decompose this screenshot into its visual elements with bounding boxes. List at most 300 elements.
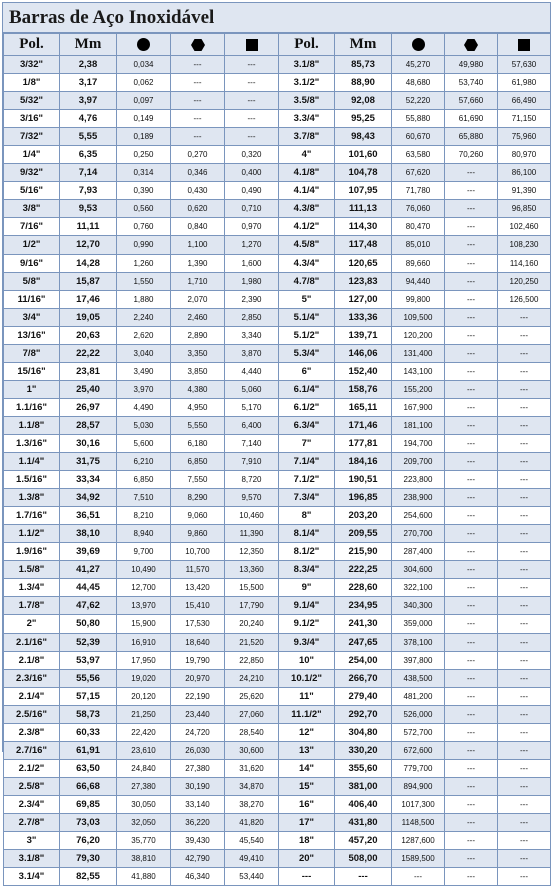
cell-round-left: 1,550 [117, 272, 171, 290]
cell-square-right: --- [498, 362, 551, 380]
cell-hex-right: --- [445, 218, 498, 236]
cell-mm-left: 30,16 [60, 434, 117, 452]
table-row [4, 380, 551, 398]
cell-square-right: 102,460 [498, 218, 551, 236]
cell-mm-left: 34,92 [60, 489, 117, 507]
table-row [4, 525, 551, 543]
cell-mm-left: 44,45 [60, 579, 117, 597]
cell-round-right: 76,060 [392, 200, 445, 218]
cell-pol-left: 2.1/16" [4, 633, 60, 651]
cell-round-right: 60,670 [392, 128, 445, 146]
cell-mm-left: 73,03 [60, 813, 117, 831]
cell-round-left: 22,420 [117, 723, 171, 741]
cell-square-left: 0,490 [225, 182, 279, 200]
cell-hex-left: 10,700 [171, 543, 225, 561]
cell-square-left: 1,980 [225, 272, 279, 290]
cell-hex-right: --- [445, 850, 498, 868]
cell-pol-left: 1.5/16" [4, 471, 60, 489]
cell-round-right: --- [392, 868, 445, 886]
cell-hex-right: --- [445, 362, 498, 380]
cell-mm-right: 279,40 [335, 687, 392, 705]
table-row [4, 705, 551, 723]
cell-pol-right: 14" [279, 759, 335, 777]
cell-square-left: 7,140 [225, 434, 279, 452]
cell-hex-right: --- [445, 741, 498, 759]
cell-hex-left: --- [171, 128, 225, 146]
cell-hex-left: 7,550 [171, 471, 225, 489]
cell-round-left: 0,314 [117, 164, 171, 182]
header-mm-left: Mm [60, 34, 117, 56]
cell-hex-right: --- [445, 813, 498, 831]
cell-round-left: 5,600 [117, 434, 171, 452]
cell-mm-left: 12,70 [60, 236, 117, 254]
cell-square-right: --- [498, 380, 551, 398]
cell-round-right: 181,100 [392, 416, 445, 434]
cell-mm-right: 104,78 [335, 164, 392, 182]
cell-pol-right: 4.7/8" [279, 272, 335, 290]
cell-pol-right: 4.1/2" [279, 218, 335, 236]
cell-square-left: --- [225, 92, 279, 110]
table-row [4, 308, 551, 326]
cell-hex-left: 2,070 [171, 290, 225, 308]
cell-mm-right: 247,65 [335, 633, 392, 651]
cell-square-left: 11,390 [225, 525, 279, 543]
cell-hex-left: 11,570 [171, 561, 225, 579]
cell-mm-right: 107,95 [335, 182, 392, 200]
cell-square-left: 7,910 [225, 453, 279, 471]
cell-round-right: 143,100 [392, 362, 445, 380]
cell-mm-right: 406,40 [335, 795, 392, 813]
table-title: Barras de Aço Inoxidável [3, 3, 550, 33]
cell-mm-right: 266,70 [335, 669, 392, 687]
header-square-right [498, 34, 551, 56]
cell-square-right: --- [498, 453, 551, 471]
cell-round-right: 270,700 [392, 525, 445, 543]
cell-hex-right: --- [445, 633, 498, 651]
cell-square-left: 34,870 [225, 777, 279, 795]
cell-square-left: 27,060 [225, 705, 279, 723]
cell-round-left: 0,097 [117, 92, 171, 110]
cell-pol-right: 9.1/2" [279, 615, 335, 633]
header-round-left [117, 34, 171, 56]
cell-pol-right: 15" [279, 777, 335, 795]
cell-hex-left: 19,790 [171, 651, 225, 669]
cell-mm-left: 31,75 [60, 453, 117, 471]
cell-pol-right: 4.1/8" [279, 164, 335, 182]
table-row [4, 850, 551, 868]
cell-hex-left: 0,430 [171, 182, 225, 200]
cell-square-left: --- [225, 74, 279, 92]
cell-pol-right: 11" [279, 687, 335, 705]
cell-pol-right: 9.3/4" [279, 633, 335, 651]
cell-round-left: 19,020 [117, 669, 171, 687]
cell-round-right: 209,700 [392, 453, 445, 471]
cell-hex-left: --- [171, 56, 225, 74]
cell-square-right: --- [498, 308, 551, 326]
cell-square-right: --- [498, 597, 551, 615]
table-body [4, 56, 551, 886]
cell-hex-right: --- [445, 380, 498, 398]
table-row [4, 453, 551, 471]
cell-hex-right: --- [445, 543, 498, 561]
cell-square-right: 86,100 [498, 164, 551, 182]
cell-mm-left: 55,56 [60, 669, 117, 687]
header-pol-left: Pol. [4, 34, 60, 56]
cell-square-left: 30,600 [225, 741, 279, 759]
cell-mm-right: 114,30 [335, 218, 392, 236]
cell-mm-left: 38,10 [60, 525, 117, 543]
cell-mm-right: 95,25 [335, 110, 392, 128]
cell-pol-right: 5" [279, 290, 335, 308]
cell-round-right: 63,580 [392, 146, 445, 164]
cell-round-left: 6,850 [117, 471, 171, 489]
cell-pol-left: 11/16" [4, 290, 60, 308]
table-row [4, 362, 551, 380]
cell-square-left: 0,400 [225, 164, 279, 182]
cell-hex-right: --- [445, 236, 498, 254]
cell-round-right: 67,620 [392, 164, 445, 182]
cell-square-left: 31,620 [225, 759, 279, 777]
table-row [4, 434, 551, 452]
cell-pol-right: 4.3/8" [279, 200, 335, 218]
cell-mm-left: 33,34 [60, 471, 117, 489]
table-row [4, 74, 551, 92]
cell-square-left: 9,570 [225, 489, 279, 507]
header-hex-left [171, 34, 225, 56]
cell-mm-left: 39,69 [60, 543, 117, 561]
table-row [4, 579, 551, 597]
cell-hex-right: 49,980 [445, 56, 498, 74]
cell-square-left: 13,360 [225, 561, 279, 579]
cell-hex-left: 3,350 [171, 344, 225, 362]
cell-hex-left: 9,060 [171, 507, 225, 525]
cell-square-right: --- [498, 832, 551, 850]
cell-square-right: --- [498, 561, 551, 579]
cell-square-right: 66,490 [498, 92, 551, 110]
cell-pol-left: 2.3/8" [4, 723, 60, 741]
cell-round-right: 99,800 [392, 290, 445, 308]
table-row [4, 272, 551, 290]
cell-round-left: 0,250 [117, 146, 171, 164]
cell-hex-left: 42,790 [171, 850, 225, 868]
cell-square-right: 71,150 [498, 110, 551, 128]
cell-square-right: --- [498, 850, 551, 868]
cell-mm-right: 222,25 [335, 561, 392, 579]
table-row [4, 326, 551, 344]
cell-round-left: 21,250 [117, 705, 171, 723]
table-row [4, 813, 551, 831]
cell-hex-left: 30,190 [171, 777, 225, 795]
cell-hex-right: --- [445, 489, 498, 507]
table-row [4, 164, 551, 182]
cell-hex-right: 70,260 [445, 146, 498, 164]
cell-round-right: 223,800 [392, 471, 445, 489]
cell-square-left: 49,410 [225, 850, 279, 868]
table-row [4, 218, 551, 236]
cell-pol-right: 7.1/4" [279, 453, 335, 471]
cell-hex-right: --- [445, 723, 498, 741]
cell-round-right: 194,700 [392, 434, 445, 452]
cell-mm-left: 20,63 [60, 326, 117, 344]
cell-round-right: 304,600 [392, 561, 445, 579]
cell-round-left: 16,910 [117, 633, 171, 651]
cell-pol-left: 1.3/4" [4, 579, 60, 597]
cell-square-left: 28,540 [225, 723, 279, 741]
cell-round-right: 359,000 [392, 615, 445, 633]
cell-hex-right: --- [445, 434, 498, 452]
cell-hex-right: --- [445, 615, 498, 633]
cell-square-right: --- [498, 705, 551, 723]
cell-hex-left: 6,180 [171, 434, 225, 452]
cell-square-left: --- [225, 128, 279, 146]
cell-hex-right: --- [445, 561, 498, 579]
cell-mm-right: 177,81 [335, 434, 392, 452]
cell-hex-left: 4,950 [171, 398, 225, 416]
table-row [4, 633, 551, 651]
cell-square-right: --- [498, 813, 551, 831]
cell-hex-right: 65,880 [445, 128, 498, 146]
cell-mm-left: 41,27 [60, 561, 117, 579]
cell-round-right: 397,800 [392, 651, 445, 669]
cell-round-left: 23,610 [117, 741, 171, 759]
cell-pol-left: 2.5/16" [4, 705, 60, 723]
cell-hex-left: 18,640 [171, 633, 225, 651]
cell-mm-left: 63,50 [60, 759, 117, 777]
cell-hex-left: 1,710 [171, 272, 225, 290]
header-row [4, 34, 551, 56]
table-row [4, 868, 551, 886]
cell-hex-right: --- [445, 200, 498, 218]
cell-round-left: 41,880 [117, 868, 171, 886]
cell-pol-left: 1.1/2" [4, 525, 60, 543]
cell-hex-left: --- [171, 74, 225, 92]
cell-hex-right: --- [445, 687, 498, 705]
cell-square-left: 20,240 [225, 615, 279, 633]
cell-round-left: 0,149 [117, 110, 171, 128]
cell-hex-right: --- [445, 290, 498, 308]
hex-bar-icon [191, 38, 205, 52]
cell-pol-left: 1/8" [4, 74, 60, 92]
cell-mm-left: 15,87 [60, 272, 117, 290]
cell-hex-left: 2,890 [171, 326, 225, 344]
cell-square-right: 75,960 [498, 128, 551, 146]
cell-mm-right: 196,85 [335, 489, 392, 507]
cell-square-left: 45,540 [225, 832, 279, 850]
cell-hex-right: --- [445, 597, 498, 615]
cell-hex-right: --- [445, 326, 498, 344]
cell-hex-right: --- [445, 344, 498, 362]
cell-round-left: 15,900 [117, 615, 171, 633]
cell-mm-left: 23,81 [60, 362, 117, 380]
cell-square-left: 53,440 [225, 868, 279, 886]
cell-pol-right: 3.5/8" [279, 92, 335, 110]
cell-pol-left: 9/32" [4, 164, 60, 182]
cell-mm-right: 190,51 [335, 471, 392, 489]
cell-round-right: 120,200 [392, 326, 445, 344]
cell-hex-right: --- [445, 669, 498, 687]
cell-pol-left: 1/4" [4, 146, 60, 164]
cell-mm-left: 3,17 [60, 74, 117, 92]
cell-round-left: 8,210 [117, 507, 171, 525]
cell-pol-left: 2.1/4" [4, 687, 60, 705]
cell-mm-right: 330,20 [335, 741, 392, 759]
cell-round-right: 1017,300 [392, 795, 445, 813]
cell-pol-left: 2.7/16" [4, 741, 60, 759]
cell-hex-right: --- [445, 507, 498, 525]
cell-hex-left: 17,530 [171, 615, 225, 633]
cell-square-right: --- [498, 525, 551, 543]
cell-mm-left: 26,97 [60, 398, 117, 416]
cell-round-left: 3,970 [117, 380, 171, 398]
cell-mm-right: 120,65 [335, 254, 392, 272]
cell-square-left: 2,390 [225, 290, 279, 308]
cell-mm-right: 133,36 [335, 308, 392, 326]
cell-round-right: 894,900 [392, 777, 445, 795]
cell-mm-left: 52,39 [60, 633, 117, 651]
cell-square-right: --- [498, 868, 551, 886]
cell-mm-left: 7,14 [60, 164, 117, 182]
cell-round-right: 672,600 [392, 741, 445, 759]
cell-pol-left: 15/16" [4, 362, 60, 380]
cell-pol-left: 7/8" [4, 344, 60, 362]
cell-mm-right: 241,30 [335, 615, 392, 633]
cell-square-left: 25,620 [225, 687, 279, 705]
cell-hex-right: 53,740 [445, 74, 498, 92]
cell-hex-left: 0,346 [171, 164, 225, 182]
cell-pol-left: 1/2" [4, 236, 60, 254]
cell-hex-left: --- [171, 110, 225, 128]
cell-pol-left: 2" [4, 615, 60, 633]
cell-mm-left: 47,62 [60, 597, 117, 615]
cell-round-left: 4,490 [117, 398, 171, 416]
cell-round-right: 80,470 [392, 218, 445, 236]
cell-round-right: 89,660 [392, 254, 445, 272]
cell-hex-right: --- [445, 453, 498, 471]
round-bar-icon [412, 38, 425, 51]
cell-hex-left: 39,430 [171, 832, 225, 850]
cell-square-left: 5,170 [225, 398, 279, 416]
cell-round-left: 17,950 [117, 651, 171, 669]
cell-hex-right: --- [445, 795, 498, 813]
cell-pol-left: 1.9/16" [4, 543, 60, 561]
cell-hex-right: --- [445, 868, 498, 886]
cell-round-right: 572,700 [392, 723, 445, 741]
table-row [4, 200, 551, 218]
cell-pol-left: 5/32" [4, 92, 60, 110]
cell-hex-right: 61,690 [445, 110, 498, 128]
cell-square-right: --- [498, 543, 551, 561]
cell-mm-left: 3,97 [60, 92, 117, 110]
cell-pol-right: 6.1/4" [279, 380, 335, 398]
cell-round-left: 3,040 [117, 344, 171, 362]
cell-hex-left: 36,220 [171, 813, 225, 831]
cell-pol-left: 3" [4, 832, 60, 850]
cell-round-left: 0,560 [117, 200, 171, 218]
cell-round-left: 1,260 [117, 254, 171, 272]
cell-square-right: --- [498, 471, 551, 489]
cell-pol-right: 6.1/2" [279, 398, 335, 416]
cell-square-right: 96,850 [498, 200, 551, 218]
cell-mm-right: 101,60 [335, 146, 392, 164]
cell-mm-left: 5,55 [60, 128, 117, 146]
cell-square-right: --- [498, 795, 551, 813]
cell-round-right: 238,900 [392, 489, 445, 507]
cell-hex-left: 15,410 [171, 597, 225, 615]
cell-square-left: 6,400 [225, 416, 279, 434]
cell-square-right: --- [498, 434, 551, 452]
table-row [4, 92, 551, 110]
cell-square-left: 3,340 [225, 326, 279, 344]
cell-pol-right: 7" [279, 434, 335, 452]
cell-mm-right: 228,60 [335, 579, 392, 597]
cell-hex-left: 24,720 [171, 723, 225, 741]
cell-pol-right: 6" [279, 362, 335, 380]
cell-pol-left: 1.3/16" [4, 434, 60, 452]
cell-round-left: 30,050 [117, 795, 171, 813]
cell-hex-right: --- [445, 579, 498, 597]
cell-mm-right: 117,48 [335, 236, 392, 254]
cell-square-left: 17,790 [225, 597, 279, 615]
cell-hex-left: --- [171, 92, 225, 110]
cell-hex-left: 26,030 [171, 741, 225, 759]
cell-square-right: --- [498, 651, 551, 669]
cell-pol-left: 13/16" [4, 326, 60, 344]
cell-pol-right: 8.1/2" [279, 543, 335, 561]
cell-round-left: 9,700 [117, 543, 171, 561]
cell-pol-left: 2.1/8" [4, 651, 60, 669]
cell-hex-left: 0,620 [171, 200, 225, 218]
cell-mm-right: 431,80 [335, 813, 392, 831]
cell-pol-left: 3.1/4" [4, 868, 60, 886]
cell-square-left: 1,270 [225, 236, 279, 254]
table-row [4, 669, 551, 687]
cell-square-right: --- [498, 398, 551, 416]
cell-hex-right: --- [445, 308, 498, 326]
cell-hex-left: 22,190 [171, 687, 225, 705]
steel-bar-table [3, 33, 551, 886]
cell-pol-right: 13" [279, 741, 335, 759]
table-row [4, 254, 551, 272]
cell-mm-right: 215,90 [335, 543, 392, 561]
cell-hex-left: 6,850 [171, 453, 225, 471]
cell-mm-left: 82,55 [60, 868, 117, 886]
square-bar-icon [518, 39, 530, 51]
table-row [4, 236, 551, 254]
header-mm-right: Mm [335, 34, 392, 56]
cell-mm-right: --- [335, 868, 392, 886]
cell-square-right: --- [498, 669, 551, 687]
cell-hex-left: 9,860 [171, 525, 225, 543]
table-row [4, 543, 551, 561]
cell-square-left: 0,710 [225, 200, 279, 218]
cell-round-left: 0,034 [117, 56, 171, 74]
cell-pol-right: 3.1/2" [279, 74, 335, 92]
cell-square-left: 10,460 [225, 507, 279, 525]
table-row [4, 597, 551, 615]
cell-pol-right: 9" [279, 579, 335, 597]
table-row [4, 290, 551, 308]
square-bar-icon [246, 39, 258, 51]
cell-pol-left: 2.5/8" [4, 777, 60, 795]
cell-round-left: 2,240 [117, 308, 171, 326]
cell-square-left: 41,820 [225, 813, 279, 831]
cell-square-right: 120,250 [498, 272, 551, 290]
cell-square-left: 4,440 [225, 362, 279, 380]
cell-round-right: 155,200 [392, 380, 445, 398]
cell-mm-left: 6,35 [60, 146, 117, 164]
cell-pol-left: 1" [4, 380, 60, 398]
cell-hex-right: --- [445, 759, 498, 777]
